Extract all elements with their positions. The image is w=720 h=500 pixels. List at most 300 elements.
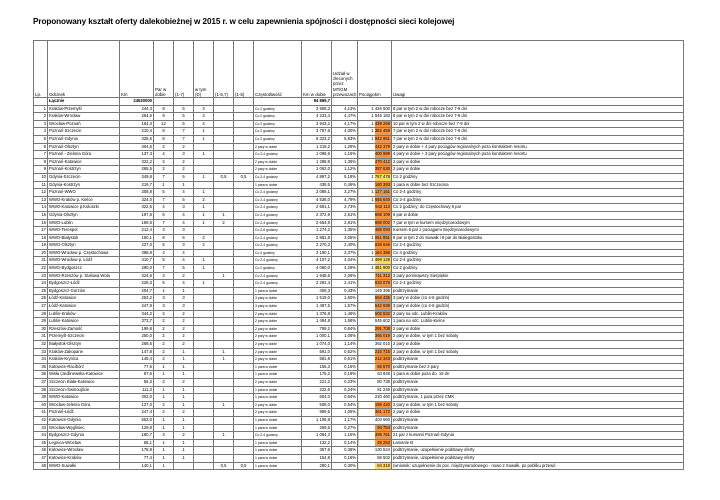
row-d17: 2 bbox=[174, 409, 194, 417]
row-pociagokm: 542 938 bbox=[358, 303, 392, 311]
row-lp: 48 bbox=[34, 462, 48, 470]
row-udzial: 0,16% bbox=[332, 454, 358, 462]
row-par: 3 bbox=[154, 227, 174, 235]
row-czestotliwosc: Co 2-4 godziny bbox=[254, 280, 302, 288]
row-odcinek: Rzeszów-Zamość bbox=[48, 325, 120, 333]
row-km-w-dobie: 154,8 bbox=[302, 454, 332, 462]
row-udzial: 1,60% bbox=[332, 295, 358, 303]
row-czestotliwosc: 1 para w dobie bbox=[254, 363, 302, 371]
row-d157 bbox=[214, 265, 234, 273]
row-d157 bbox=[214, 249, 234, 257]
row-d17: 6 bbox=[174, 120, 194, 128]
row-d157 bbox=[214, 318, 234, 326]
row-km: 219,7 bbox=[120, 181, 154, 189]
row-udzial: 5,63% bbox=[332, 135, 358, 143]
row-d15 bbox=[234, 303, 254, 311]
row-lp: 39 bbox=[34, 394, 48, 402]
row-w-tym bbox=[194, 166, 214, 174]
row-w-tym: 1 bbox=[194, 135, 214, 143]
table-row bbox=[34, 120, 684, 128]
row-uwagi: 1 para w dobie bez Szczecina bbox=[392, 181, 684, 189]
row-uwagi: 7 par w tym 2 w dni robocze bez 7-9 dni bbox=[392, 128, 684, 136]
row-uwagi: 10 par w tym 2 w dni robocze bez 7-9 dni bbox=[392, 120, 684, 128]
row-czestotliwosc: Co 2-4 godziny bbox=[254, 196, 302, 204]
row-w-tym: 1 bbox=[194, 265, 214, 273]
row-pociagokm: 361 172 bbox=[358, 409, 392, 417]
row-pociagokm: 56 502 bbox=[358, 454, 392, 462]
row-uwagi: 2 pary w dobie, w tym 1 bez soboty bbox=[392, 401, 684, 409]
row-czestotliwosc: 1 para w dobie bbox=[254, 462, 302, 470]
row-odcinek: Bydgoszcz-Łódź bbox=[48, 280, 120, 288]
row-par: 1 bbox=[154, 462, 174, 470]
row-km-w-dobie: 2 270,3 bbox=[302, 242, 332, 250]
row-uwagi: Co 2-4 godziny bbox=[392, 242, 684, 250]
row-km-w-dobie: 280,1 bbox=[302, 462, 332, 470]
row-lp: 37 bbox=[34, 378, 48, 386]
row-km-w-dobie: 1 084,3 bbox=[302, 432, 332, 440]
col-lp: Lp. bbox=[34, 41, 48, 98]
row-km: 373,7 bbox=[120, 318, 154, 326]
row-km-w-dobie: 508,0 bbox=[302, 401, 332, 409]
table-row bbox=[34, 310, 684, 318]
row-d157 bbox=[214, 135, 234, 143]
table-row bbox=[34, 151, 684, 159]
row-d17: 1 bbox=[174, 439, 194, 447]
row-udzial: 4,29% bbox=[332, 265, 358, 273]
row-d157 bbox=[214, 409, 234, 417]
row-w-tym bbox=[194, 181, 214, 189]
row-uwagi: 2 pary w dobie, w tym 1 bez soboty bbox=[392, 348, 684, 356]
row-km-w-dobie: 2 881,8 bbox=[302, 234, 332, 242]
row-par: 1 bbox=[154, 363, 174, 371]
row-d15 bbox=[234, 265, 254, 273]
row-czestotliwosc: 2 pary w dobie bbox=[254, 310, 302, 318]
row-lp: 32 bbox=[34, 341, 48, 349]
row-odcinek: Legnica-Wrocław bbox=[48, 439, 120, 447]
row-d15 bbox=[234, 401, 254, 409]
row-czestotliwosc: Co 2 godziny bbox=[254, 105, 302, 113]
row-pociagokm: 84 318 bbox=[358, 462, 392, 470]
row-uwagi: 7 par w tym 2 w dni robocze bez 7-9 dni bbox=[392, 135, 684, 143]
row-pociagokm: 1 426 500 bbox=[358, 105, 392, 113]
row-lp: 40 bbox=[34, 401, 48, 409]
row-par: 2 bbox=[154, 341, 174, 349]
row-uwagi: 1 para w dobie poza do. 15 dn bbox=[392, 371, 684, 379]
row-odcinek: Wisła (Jedlinewska-Katowice bbox=[48, 371, 120, 379]
row-czestotliwosc: 1 para w dobie bbox=[254, 287, 302, 295]
row-udzial: 2,81% bbox=[332, 219, 358, 227]
row-odcinek: Białystok-Olsztyn bbox=[48, 341, 120, 349]
row-pociagokm: 833 076 bbox=[358, 280, 392, 288]
row-km-w-dobie: 1 494,8 bbox=[302, 318, 332, 326]
table-row bbox=[34, 363, 684, 371]
row-udzial: 4,47% bbox=[332, 113, 358, 121]
row-udzial: 1,16% bbox=[332, 151, 358, 159]
row-w-tym bbox=[194, 439, 214, 447]
row-udzial: 1,58% bbox=[332, 318, 358, 326]
table-row bbox=[34, 454, 684, 462]
row-km-w-dobie: 1 519,0 bbox=[302, 295, 332, 303]
row-par: 1 bbox=[154, 386, 174, 394]
row-lp: 45 bbox=[34, 439, 48, 447]
row-lp: 28 bbox=[34, 310, 48, 318]
row-km: 77,6 bbox=[120, 363, 154, 371]
row-d15 bbox=[234, 371, 254, 379]
row-lp: 31 bbox=[34, 333, 48, 341]
row-pociagokm: 1 499 128 bbox=[358, 257, 392, 265]
row-odcinek: Wrocław-Poznań bbox=[48, 120, 120, 128]
row-w-tym: 3 bbox=[194, 105, 214, 113]
row-udzial: 4,79% bbox=[332, 196, 358, 204]
row-uwagi: podtrzymanie bbox=[392, 416, 684, 424]
row-d17: 2 bbox=[174, 432, 194, 440]
row-d17: 1 bbox=[174, 181, 194, 189]
row-d15 bbox=[234, 151, 254, 159]
row-d17: 1 bbox=[174, 371, 194, 379]
row-w-tym: 1 bbox=[194, 128, 214, 136]
row-pociagokm: 392 010 bbox=[358, 341, 392, 349]
empty-cell bbox=[214, 98, 234, 106]
row-odcinek: Bydgoszcz-Gdynia bbox=[48, 432, 120, 440]
row-km: 264,6 bbox=[120, 113, 154, 121]
row-d15 bbox=[234, 211, 254, 219]
row-lp: 9 bbox=[34, 166, 48, 174]
table-row bbox=[34, 181, 684, 189]
row-lp: 30 bbox=[34, 325, 48, 333]
row-km: 410,7 bbox=[120, 257, 154, 265]
row-w-tym bbox=[194, 303, 214, 311]
row-lp: 15 bbox=[34, 211, 48, 219]
row-d15 bbox=[234, 234, 254, 242]
row-pociagokm: 130 524 bbox=[358, 447, 392, 455]
row-km: 199,8 bbox=[120, 325, 154, 333]
row-km: 290,0 bbox=[120, 265, 154, 273]
row-pociagokm: 1 127 151 bbox=[358, 189, 392, 197]
row-lp: 17 bbox=[34, 227, 48, 235]
row-uwagi: 8 par w tym 2 do Suwałk i 9 par do Białegostoku bbox=[392, 234, 684, 242]
row-km: 180,1 bbox=[120, 234, 154, 242]
table-row bbox=[34, 394, 684, 402]
table-row bbox=[34, 447, 684, 455]
row-udzial: 1,46% bbox=[332, 310, 358, 318]
row-km: 147,8 bbox=[120, 348, 154, 356]
row-odcinek: Kraków-Krynica bbox=[48, 356, 120, 364]
row-udzial: 1,17% bbox=[332, 416, 358, 424]
row-km-w-dobie: 2 372,9 bbox=[302, 211, 332, 219]
row-odcinek: Poznań-Olsztyn bbox=[48, 143, 120, 151]
row-lp: 11 bbox=[34, 181, 48, 189]
row-udzial: 2,73% bbox=[332, 204, 358, 212]
header-row bbox=[34, 41, 684, 98]
row-km-w-dobie: 3 190,1 bbox=[302, 249, 332, 257]
row-d17: 7 bbox=[174, 128, 194, 136]
row-d15 bbox=[234, 166, 254, 174]
row-w-tym bbox=[194, 371, 214, 379]
row-d15 bbox=[234, 432, 254, 440]
row-w-tym: 2 bbox=[194, 234, 214, 242]
row-d17: 2 bbox=[174, 318, 194, 326]
row-udzial: 0,30% bbox=[332, 462, 358, 470]
row-w-tym: 1 bbox=[194, 173, 214, 181]
empty-cell bbox=[194, 98, 214, 106]
row-w-tym: 1 bbox=[194, 204, 214, 212]
row-km: 398,8 bbox=[120, 249, 154, 257]
row-km-w-dobie: 409,3 bbox=[302, 287, 332, 295]
row-pociagokm: 63 948 bbox=[358, 371, 392, 379]
row-km: 66,1 bbox=[120, 439, 154, 447]
row-odcinek: WWO-Katowice p.Koluszki bbox=[48, 204, 120, 212]
row-d157 bbox=[214, 363, 234, 371]
row-d157 bbox=[214, 204, 234, 212]
row-km-w-dobie: 1 288,8 bbox=[302, 158, 332, 166]
row-d157 bbox=[214, 295, 234, 303]
table-row bbox=[34, 386, 684, 394]
row-km-w-dobie: 259,6 bbox=[302, 424, 332, 432]
row-czestotliwosc: Co 2 godziny bbox=[254, 113, 302, 121]
row-czestotliwosc: 1 para w dobie bbox=[254, 454, 302, 462]
row-czestotliwosc: Co 2-4 godziny bbox=[254, 219, 302, 227]
row-pociagokm: 365 019 bbox=[358, 333, 392, 341]
row-d157 bbox=[214, 257, 234, 265]
row-d15 bbox=[234, 242, 254, 250]
row-d157 bbox=[214, 454, 234, 462]
row-odcinek: Przemyśl-Szczecin bbox=[48, 333, 120, 341]
row-w-tym: 1 bbox=[194, 189, 214, 197]
row-udzial: 4,17% bbox=[332, 120, 358, 128]
row-d17: 2 bbox=[174, 310, 194, 318]
row-d17: 5 bbox=[174, 196, 194, 204]
row-par: 9 bbox=[154, 113, 174, 121]
row-uwagi: Co 2-4 godziny bbox=[392, 189, 684, 197]
row-km-w-dobie: 604,0 bbox=[302, 394, 332, 402]
row-d157 bbox=[214, 378, 234, 386]
row-d15 bbox=[234, 386, 254, 394]
row-odcinek: Gdynia-Szczecin bbox=[48, 173, 120, 181]
row-par: 2 bbox=[154, 166, 174, 174]
row-udzial: 0,23% bbox=[332, 378, 358, 386]
row-czestotliwosc: 2 pary w dobie bbox=[254, 341, 302, 349]
row-km-w-dobie: 2 282,4 bbox=[302, 280, 332, 288]
table-row bbox=[34, 280, 684, 288]
totals-km-w-dobie: 94 869,7 bbox=[302, 98, 332, 106]
row-km-w-dobie: 5 323,2 bbox=[302, 135, 332, 143]
row-km: 244,3 bbox=[120, 105, 154, 113]
row-udzial: 2,51% bbox=[332, 211, 358, 219]
totals-row bbox=[34, 98, 684, 106]
row-uwagi: podtrzymanie bez 2 pary bbox=[392, 363, 684, 371]
totals-lp-cell bbox=[34, 98, 48, 106]
row-d15 bbox=[234, 227, 254, 235]
table-row bbox=[34, 211, 684, 219]
row-km: 129,8 bbox=[120, 424, 154, 432]
table-row bbox=[34, 287, 684, 295]
row-par: 1 bbox=[154, 416, 174, 424]
row-odcinek: WWO-Kraków p. Kielce bbox=[48, 196, 120, 204]
table-row bbox=[34, 272, 684, 280]
row-uwagi: 2 pary w dobie bbox=[392, 158, 684, 166]
row-d17: 1 bbox=[174, 401, 194, 409]
row-d157 bbox=[214, 166, 234, 174]
row-w-tym bbox=[194, 454, 214, 462]
row-uwagi: 3 pary pominąwszy Sierpiękie bbox=[392, 272, 684, 280]
row-par: 4 bbox=[154, 151, 174, 159]
row-km: 322,6 bbox=[120, 204, 154, 212]
row-par: 3 bbox=[154, 295, 174, 303]
row-czestotliwosc: Co 2-4 godziny bbox=[254, 204, 302, 212]
row-odcinek: Poznań-Gdynia bbox=[48, 135, 120, 143]
row-d17: 1 bbox=[174, 348, 194, 356]
row-d15 bbox=[234, 310, 254, 318]
row-d15: 0,5 bbox=[234, 173, 254, 181]
row-d157: 1 bbox=[214, 401, 234, 409]
row-uwagi: 7 par w tym w kursem międzynarodowym bbox=[392, 219, 684, 227]
row-d157: 0,5 bbox=[214, 173, 234, 181]
row-lp: 34 bbox=[34, 356, 48, 364]
row-d157: 1 bbox=[214, 348, 234, 356]
row-km: 250,0 bbox=[120, 333, 154, 341]
row-d15 bbox=[234, 454, 254, 462]
row-uwagi: Kursem 6 par z pociągami międzynarodowymi bbox=[392, 227, 684, 235]
row-udzial: 0,38% bbox=[332, 447, 358, 455]
row-uwagi: 2 pary w dobie bbox=[392, 341, 684, 349]
row-pociagokm: 502 532 bbox=[358, 310, 392, 318]
row-uwagi: podtrzymanie, uzupełnienie podstawy oferty bbox=[392, 454, 684, 462]
row-par: 2 bbox=[154, 158, 174, 166]
page-title: Proponowany kształt oferty dalekobieżnej w 2015 r. w celu zapewnienia spójności i dostępności sieci kolejowej bbox=[33, 17, 455, 26]
row-d15 bbox=[234, 356, 254, 364]
row-d15 bbox=[234, 325, 254, 333]
row-lp: 8 bbox=[34, 158, 48, 166]
row-w-tym bbox=[194, 325, 214, 333]
row-odcinek: Katowice-Gdynia bbox=[48, 416, 120, 424]
row-d15 bbox=[234, 333, 254, 341]
empty-cell bbox=[234, 98, 254, 106]
row-km-w-dobie: 4 233,4 bbox=[302, 113, 332, 121]
row-odcinek: Wrocław-Jelenia Góra bbox=[48, 401, 120, 409]
row-d157 bbox=[214, 151, 234, 159]
row-d17: 4 bbox=[174, 280, 194, 288]
row-uwagi: 2 pary na odc. Lublin-Kraków bbox=[392, 310, 684, 318]
row-km: 189,6 bbox=[120, 219, 154, 227]
row-km-w-dobie: 1 274,2 bbox=[302, 227, 332, 235]
row-d157 bbox=[214, 371, 234, 379]
row-d15 bbox=[234, 378, 254, 386]
row-km: 228,3 bbox=[120, 280, 154, 288]
row-czestotliwosc: Co 2-4 godziny bbox=[254, 432, 302, 440]
row-czestotliwosc: 2 pary w dobie bbox=[254, 158, 302, 166]
row-w-tym bbox=[194, 287, 214, 295]
row-udzial: 4,34% bbox=[332, 257, 358, 265]
row-d17: 1 bbox=[174, 394, 194, 402]
row-d17: 4 bbox=[174, 249, 194, 257]
row-odcinek: WWO-Lublin bbox=[48, 219, 120, 227]
row-uwagi: Co 2-4 godziny bbox=[392, 280, 684, 288]
row-d157 bbox=[214, 439, 234, 447]
row-d157: 0,5 bbox=[214, 462, 234, 470]
row-km: 145,4 bbox=[120, 356, 154, 364]
table-row bbox=[34, 378, 684, 386]
row-km-w-dobie: 799,2 bbox=[302, 325, 332, 333]
row-km-w-dobie: 4 060,0 bbox=[302, 265, 332, 273]
row-lp: 1 bbox=[34, 105, 48, 113]
row-uwagi: Co 2-4 godziny bbox=[392, 257, 684, 265]
row-par: 2 bbox=[154, 318, 174, 326]
row-pociagokm: 395 761 bbox=[358, 432, 392, 440]
row-d17: 6 bbox=[174, 234, 194, 242]
row-w-tym bbox=[194, 416, 214, 424]
table-row bbox=[34, 113, 684, 121]
row-d15 bbox=[234, 439, 254, 447]
row-odcinek: Kraków-Zakopane bbox=[48, 348, 120, 356]
row-d157 bbox=[214, 234, 234, 242]
row-lp: 41 bbox=[34, 409, 48, 417]
row-km-w-dobie: 175,2 bbox=[302, 371, 332, 379]
row-odcinek: Katowice-Kraków bbox=[48, 454, 120, 462]
row-d15 bbox=[234, 348, 254, 356]
row-czestotliwosc: 2 pary w dobie bbox=[254, 378, 302, 386]
row-odcinek: Kraków-Wrocław bbox=[48, 113, 120, 121]
table-row bbox=[34, 341, 684, 349]
row-km: 326,6 bbox=[120, 135, 154, 143]
row-pociagokm: 465 093 bbox=[358, 227, 392, 235]
row-d17: 6 bbox=[174, 113, 194, 121]
row-odcinek: Katowice-Wrocław bbox=[48, 447, 120, 455]
row-udzial: 2,40% bbox=[332, 242, 358, 250]
row-uwagi: 8 par w tym 2 w dni robocze bez 7-9 dni bbox=[392, 105, 684, 113]
row-par: 3 bbox=[154, 432, 174, 440]
row-km-w-dobie: 132,2 bbox=[302, 439, 332, 447]
row-km: 210,4 bbox=[120, 128, 154, 136]
row-km-w-dobie: 1 000,1 bbox=[302, 333, 332, 341]
row-odcinek: WWO-Bydgoszcz bbox=[48, 265, 120, 273]
row-d157 bbox=[214, 287, 234, 295]
row-uwagi: 3 pary w dobie (co 4-6 godzin) bbox=[392, 303, 684, 311]
row-odcinek: WWO-Rzeszów p. Stalowa Wola bbox=[48, 272, 120, 280]
row-odcinek: Poznań-Szczecin bbox=[48, 128, 120, 136]
row-pociagokm: 149 396 bbox=[358, 287, 392, 295]
empty-cell bbox=[358, 98, 392, 106]
table-row bbox=[34, 219, 684, 227]
row-par: 6 bbox=[154, 211, 174, 219]
row-par: 5 bbox=[154, 257, 174, 265]
row-lp: 2 bbox=[34, 113, 48, 121]
row-lp: 4 bbox=[34, 128, 48, 136]
table-row bbox=[34, 135, 684, 143]
row-czestotliwosc: 3 pary w dobie bbox=[254, 303, 302, 311]
row-czestotliwosc: Co 2-4 godziny bbox=[254, 257, 302, 265]
row-par: 5 bbox=[154, 189, 174, 197]
row-par: 2 bbox=[154, 143, 174, 151]
row-w-tym: 1 bbox=[194, 257, 214, 265]
row-km-w-dobie: 1 062,0 bbox=[302, 166, 332, 174]
row-czestotliwosc: Co 2 godziny bbox=[254, 120, 302, 128]
row-uwagi: Co 2 godziny bbox=[392, 265, 684, 273]
row-d17: 1 bbox=[174, 454, 194, 462]
row-d15 bbox=[234, 249, 254, 257]
row-lp: 21 bbox=[34, 257, 48, 265]
row-lp: 38 bbox=[34, 386, 48, 394]
row-udzial: 3,27% bbox=[332, 189, 358, 197]
row-par: 1 bbox=[154, 424, 174, 432]
row-d17: 1 bbox=[174, 447, 194, 455]
row-czestotliwosc: Co 2-4 godziny bbox=[254, 234, 302, 242]
row-d17: 2 bbox=[174, 272, 194, 280]
row-d17: 3 bbox=[174, 151, 194, 159]
row-w-tym bbox=[194, 356, 214, 364]
row-d15: 0,5 bbox=[234, 462, 254, 470]
row-udzial: 4,13% bbox=[332, 105, 358, 113]
row-czestotliwosc: Co 4 godziny bbox=[254, 249, 302, 257]
